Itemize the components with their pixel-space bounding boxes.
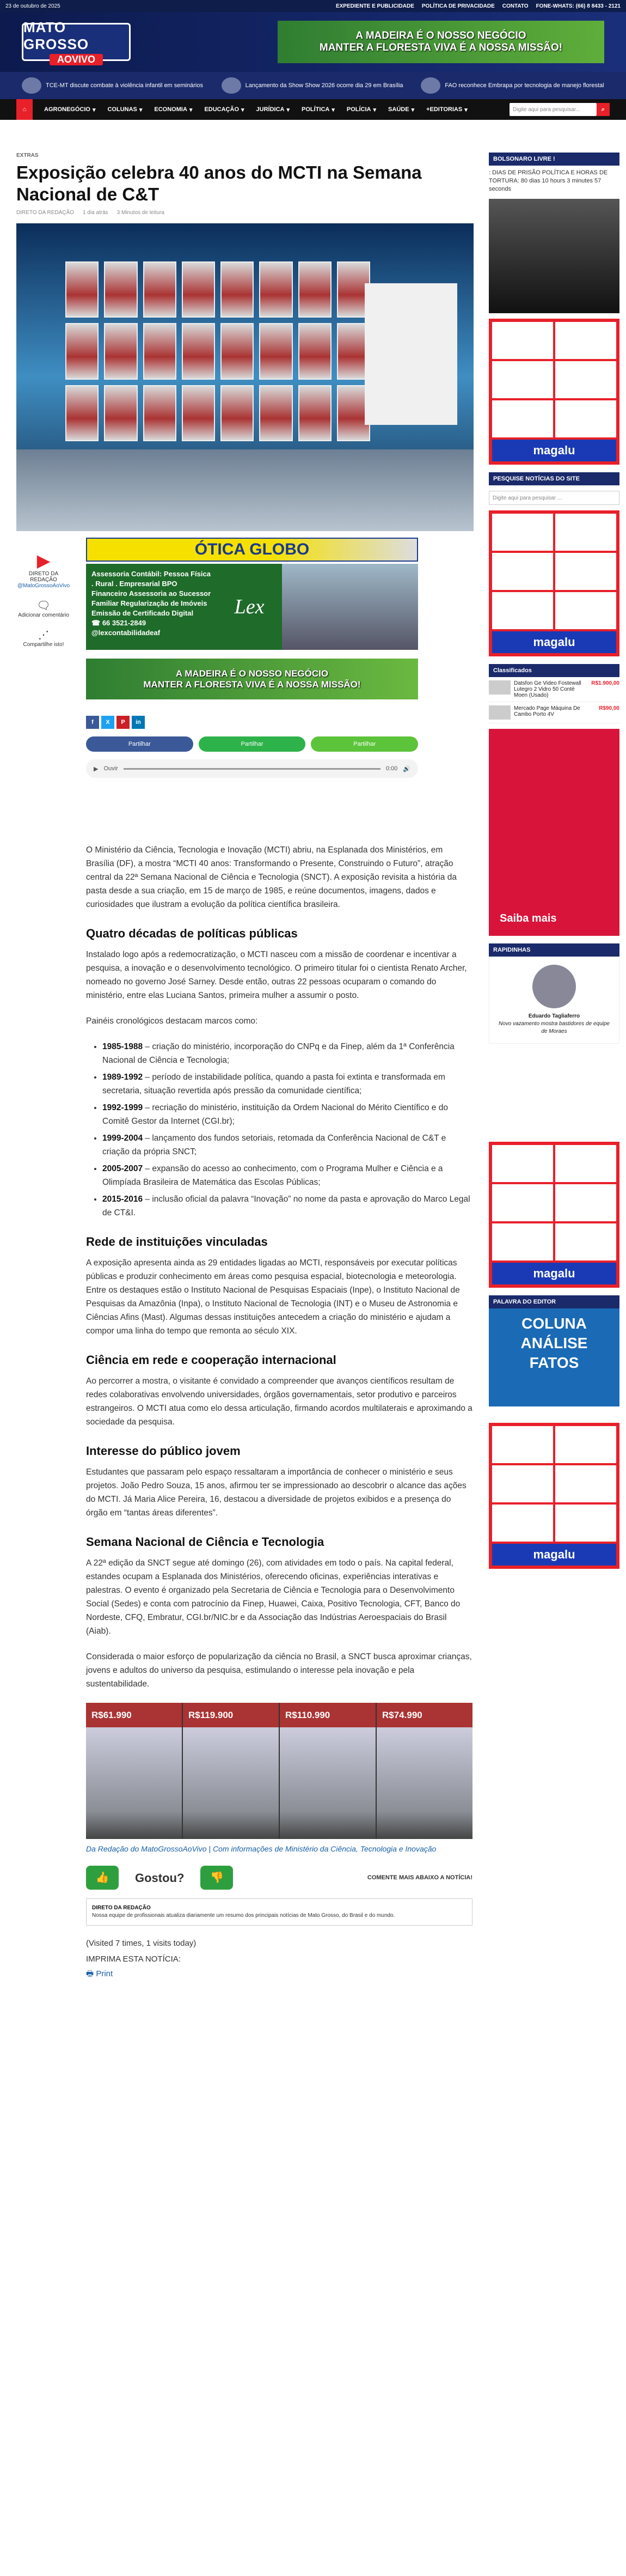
article-meta (16, 210, 474, 216)
section-heading: Quatro décadas de políticas públicas (86, 927, 298, 940)
classifieds-heading: Classificados (489, 664, 619, 677)
right-sidebar (489, 153, 619, 1569)
ad-webmotors[interactable]: Saiba mais (489, 729, 619, 936)
volume-icon[interactable]: 🔊 (403, 765, 410, 772)
rapidinha-card[interactable]: Eduardo Tagliaferro Novo vazamento mostra bastidores de equipe de Moraes (489, 957, 619, 1044)
ad-lex[interactable]: Assessoria Contábil: Pessoa Física . Rural . Empresarial BPO Financeiro Assessoria ao Sucessor Familiar Regularização de Imóveis Emissão de Certificado Digital ☎ 66 3521-2849 @lexcontabilidadeaf Lex (86, 564, 418, 650)
search-icon[interactable]: ⌕ (597, 103, 610, 116)
top-link-contact[interactable]: CONTATO (502, 3, 529, 9)
paragraph: Painéis cronológicos destacam marcos como: (86, 1016, 258, 1026)
article-category[interactable]: EXTRAS (16, 153, 39, 159)
article-body (86, 843, 472, 1981)
article-caption: Da Redação do MatoGrossoAoVivo | Com informações de Ministério da Ciência, Tecnologia e Inovação (86, 1844, 437, 1853)
ad-magalu-4[interactable]: magalu (489, 1423, 619, 1569)
date: 23 de outubro de 2025 (5, 3, 60, 9)
paragraph: A exposição apresenta ainda as 29 entidades ligadas ao MCTI, responsáveis por executar políticas públicas e produzir conhecimento em áreas como pesquisa espacial, biotecnologia e meteorologia. Entre os destaques estão o Instituto Nacional de Pesquisas Espaciais (Inpe), o Instituto Nacional de Pesquisas da Amazônia (Inpa), o Instituto Nacional de Tecnologia (INT) e o Museu de Astronomia e Ciências Afins (Mast). Algumas dessas instituições antecedem a criação do ministério e ajudam a compor uma linha do tempo que remonta ao século XIX. (86, 1258, 460, 1336)
ad-otica[interactable]: ÓTICA GLOBO (86, 538, 418, 562)
sidebar-search-input[interactable]: Digite aqui para pesquisar ... (489, 491, 619, 505)
ticker-thumb (222, 77, 241, 94)
print-heading: IMPRIMA ESTA NOTÍCIA: (86, 1954, 181, 1964)
author-link[interactable]: DIRETO DA REDAÇÃO (16, 210, 74, 216)
article-main (16, 153, 474, 1981)
nav-item-educacao[interactable]: EDUCAÇÃO ▾ (204, 106, 244, 113)
twitter-icon[interactable]: X (101, 716, 114, 729)
reaction-bar: 👍 Gostou? 👎 COMENTE MAIS ABAIXO A NOTÍCIA! (86, 1866, 472, 1890)
list-item: • 2015-2016 – inclusão oficial da palavra “Inovação” no nome da pasta e aprovação do Marco Legal de CT&I. (102, 1192, 472, 1220)
paragraph: Considerada o maior esforço de popularização da ciência no Brasil, a SNCT busca aproximar crianças, jovens e adultos do universo da pesquisa, estimulando o interesse pela inovação e pela sustentabilidade. (86, 1652, 472, 1689)
rapidinhas-heading: RAPIDINHAS (489, 943, 619, 957)
list-item: • 1989-1992 – período de instabilidade política, quando a pasta foi extinta e transformada em secretaria, situação revertida após pressão da comunidade científica; (102, 1070, 472, 1098)
share-generic-button[interactable]: Partilhar (311, 736, 418, 752)
publish-date: 1 dia atrás (82, 210, 108, 216)
ticker-item[interactable]: TCE-MT discute combate à violência infantil em seminários (22, 77, 205, 94)
list-item: • 1999-2004 – lançamento dos fundos setoriais, retomada da Conferência Nacional de C&T e criação da própria SNCT; (102, 1131, 472, 1159)
share-whatsapp-button[interactable]: Partilhar (199, 736, 306, 752)
countdown-text: : DIAS DE PRISÃO POLÍTICA E HORAS DE TORTURA: 80 dias 10 hours 3 minutes 57 seconds (489, 169, 608, 192)
top-link-phone[interactable]: FONE-WHATS: (66) 8 8433 - 2121 (536, 3, 621, 9)
ticker-item[interactable]: Lançamento da Show Show 2026 ocorre dia 29 em Brasília (222, 77, 405, 94)
site-header (0, 12, 626, 72)
widget-image[interactable] (489, 199, 619, 313)
share-button[interactable]: ⋰ Compartilhe isto! (16, 628, 71, 648)
coluna-banner[interactable]: COLUNA ANÁLISE FATOS (489, 1308, 619, 1406)
nav-item-editorias[interactable]: +EDITORIAS ▾ (426, 106, 468, 113)
dislike-button[interactable]: 👎 (200, 1866, 233, 1890)
avatar (532, 965, 576, 1008)
section-heading: Interesse do público jovem (86, 1444, 241, 1458)
top-link-privacy[interactable]: POLÍTICA DE PRIVACIDADE (421, 3, 495, 9)
ad-magalu[interactable]: magalu (489, 319, 619, 465)
share-buttons (86, 736, 418, 752)
play-icon[interactable]: ▶ (94, 765, 99, 772)
ad-madeira[interactable]: A MADEIRA É O NOSSO NEGÓCIO MANTER A FLORESTA VIVA É A NOSSA MISSÃO! (86, 659, 418, 699)
news-ticker (0, 72, 626, 99)
read-time: 3 Minutos de leitura (116, 210, 164, 216)
ticker-item[interactable]: FAO reconhece Embrapa por tecnologia de manejo florestal (421, 77, 604, 94)
article-sidebar (16, 550, 71, 657)
ticker-thumb (22, 77, 41, 94)
share-icon: ⋰ (38, 629, 49, 641)
list-item: • 1985-1988 – criação do ministério, incorporação do CNPq e da Finep, além da 1ª Conferência Nacional de Ciência e Tecnologia; (102, 1040, 472, 1067)
nav-item-policia[interactable]: POLÍCIA ▾ (346, 106, 377, 113)
section-heading: Semana Nacional de Ciência e Tecnologia (86, 1535, 324, 1549)
paragraph: Ao percorrer a mostra, o visitante é convidado a compreender que avanços científicos resultam de redes colaborativas envolvendo universidades, órgãos governamentais, setor produtivo e parceiros estrangeiros. O MCTI atua como elo dessa articulação, firmando acordos multilaterais e aproximando a sociedade da pesquisa. (86, 1377, 472, 1427)
ad-cars[interactable]: R$61.990 R$119.900 R$110.990 R$74.990 (86, 1703, 472, 1839)
comment-icon: 🗨 (36, 600, 51, 612)
visit-counter: (Visited 7 times, 1 visits today) (86, 1939, 197, 1948)
main-nav (0, 99, 626, 120)
author-avatar[interactable]: ▶ DIRETO DA REDAÇÃO @MatoGrossoAoVivo (17, 551, 70, 589)
editor-heading: PALAVRA DO EDITOR (489, 1295, 619, 1308)
share-facebook-button[interactable]: Partilhar (86, 736, 193, 752)
classified-item[interactable]: Datsfon Ge Video Fostewall Lutegro 2 Vidro 50 Conté Moen (Usado) R$1.900,00 (489, 677, 619, 702)
site-logo[interactable]: MATO GROSSO AOVIVO (22, 23, 131, 61)
nav-search-input[interactable]: Digite aqui para pesquisar... (510, 103, 597, 116)
nav-item-economia[interactable]: ECONOMIA ▾ (154, 106, 193, 113)
like-button[interactable]: 👍 (86, 1866, 119, 1890)
ad-magalu-3[interactable]: magalu (489, 1142, 619, 1288)
top-bar (0, 0, 626, 12)
widget-heading: BOLSONARO LIVRE ! (489, 153, 619, 166)
article-title: Exposição celebra 40 anos do MCTI na Semana Nacional de C&T (16, 162, 422, 204)
author-box: DIRETO DA REDAÇÃO Nossa equipe de profissionais atualiza diariamente um resumo dos principais notícias de Mato Grosso, do Brasil e do mundo. (86, 1898, 472, 1926)
nav-item-saude[interactable]: SAÚDE ▾ (388, 106, 415, 113)
hero-image (16, 223, 474, 531)
nav-item-politica[interactable]: POLÍTICA ▾ (302, 106, 335, 113)
paragraph: A 22ª edição da SNCT segue até domingo (26), com atividades em todo o país. Na capital federal, estandes ocupam a Esplanada dos Ministérios, oferecendo oficinas, experiências interativas e palestras. O evento é organizado pela Secretaria de Ciência e Tecnologia para o Desenvolvimento Social (Sedes) e conta com patrocínio da Finep, Huawei, Caixa, Positivo Tecnologia, CFT, Banco do Nordeste, CFQ, Embratur, CGI.br/NIC.br e da Associação das Indústrias Aeroespaciais do Brasil (Aiab). (86, 1558, 461, 1636)
facebook-icon[interactable]: f (86, 716, 99, 729)
list-item: • 2005-2007 – expansão do acesso ao conhecimento, com o Programa Mulher e Ciência e a Olimpíada Brasileira de Matemática das Escolas Públicas; (102, 1162, 472, 1189)
section-heading: Rede de instituições vinculadas (86, 1235, 268, 1249)
ticker-thumb (421, 77, 440, 94)
linkedin-icon[interactable]: in (132, 716, 145, 729)
audio-player[interactable]: ▶ Ouvir 0:00 🔊 (86, 759, 418, 778)
list-item: • 1992-1999 – recriação do ministério, instituição da Ordem Nacional do Mérito Científico e do Comitê Gestor da Internet (CGI.br); (102, 1101, 472, 1128)
timeline-list (102, 1040, 472, 1220)
top-link-expediente[interactable]: EXPEDIENTE E PUBLICIDADE (335, 3, 414, 9)
pinterest-icon[interactable]: P (116, 716, 130, 729)
paragraph: Instalado logo após a redemocratização, o MCTI nasceu com a missão de coordenar e incentivar a pesquisa, a inovação e o desenvolvimento tecnológico. O primeiro titular foi o cientista Renato Archer, nomeado no governo José Sarney. Desde então, outras 22 pessoas ocuparam o comando do ministério, entre elas Luciana Santos, primeira mulher a assumir o posto. (86, 950, 467, 1000)
nav-item-juridica[interactable]: JURÍDICA ▾ (256, 106, 290, 113)
nav-item-agro[interactable]: AGRONEGÓCIO ▾ (44, 106, 96, 113)
paragraph: Estudantes que passaram pelo espaço ressaltaram a importância de conhecer o ministério e seus projetos. João Pedro Souza, 15 anos, afirmou ter se impressionado ao descobrir o alcance das ações do MCTI. Já Maria Alice Pereira, 16, destacou a diversidade de projetos exibidos e a presença do órgão em “tantas áreas diferentes”. (86, 1467, 467, 1518)
home-icon[interactable]: ⌂ (16, 99, 33, 120)
audio-progress[interactable] (124, 768, 380, 770)
inline-ads (86, 538, 418, 778)
search-heading: PESQUISE NOTÍCIAS DO SITE (489, 472, 619, 485)
ad-magalu-2[interactable]: magalu (489, 510, 619, 656)
header-ad-banner[interactable]: A MADEIRA É O NOSSO NEGÓCIO MANTER A FLORESTA VIVA É A NOSSA MISSÃO! (278, 21, 604, 63)
paragraph: O Ministério da Ciência, Tecnologia e Inovação (MCTI) abriu, na Esplanada dos Ministérios, em Brasília (DF), a mostra “MCTI 40 anos: Transformando o Presente, Construindo o Futuro”, atração central da 22ª Semana Nacional de Ciência e Tecnologia (SNCT). A exposição revisita a história da pasta desde a sua criação, em 15 de março de 1985, e reúne documentos, imagens, dados e curiosidades que ilustram a evolução da política científica brasileira. (86, 845, 457, 909)
print-button[interactable]: 🖶 Print (86, 1969, 113, 1978)
section-heading: Ciência em rede e cooperação internacional (86, 1353, 336, 1367)
classified-item[interactable]: Mercado Page Máquina De Cambo Porto 4V R$90,00 (489, 702, 619, 723)
nav-item-colunas[interactable]: COLUNAS ▾ (107, 106, 143, 113)
comment-button[interactable]: 🗨 Adicionar comentário (16, 599, 71, 618)
share-icons (86, 716, 418, 729)
